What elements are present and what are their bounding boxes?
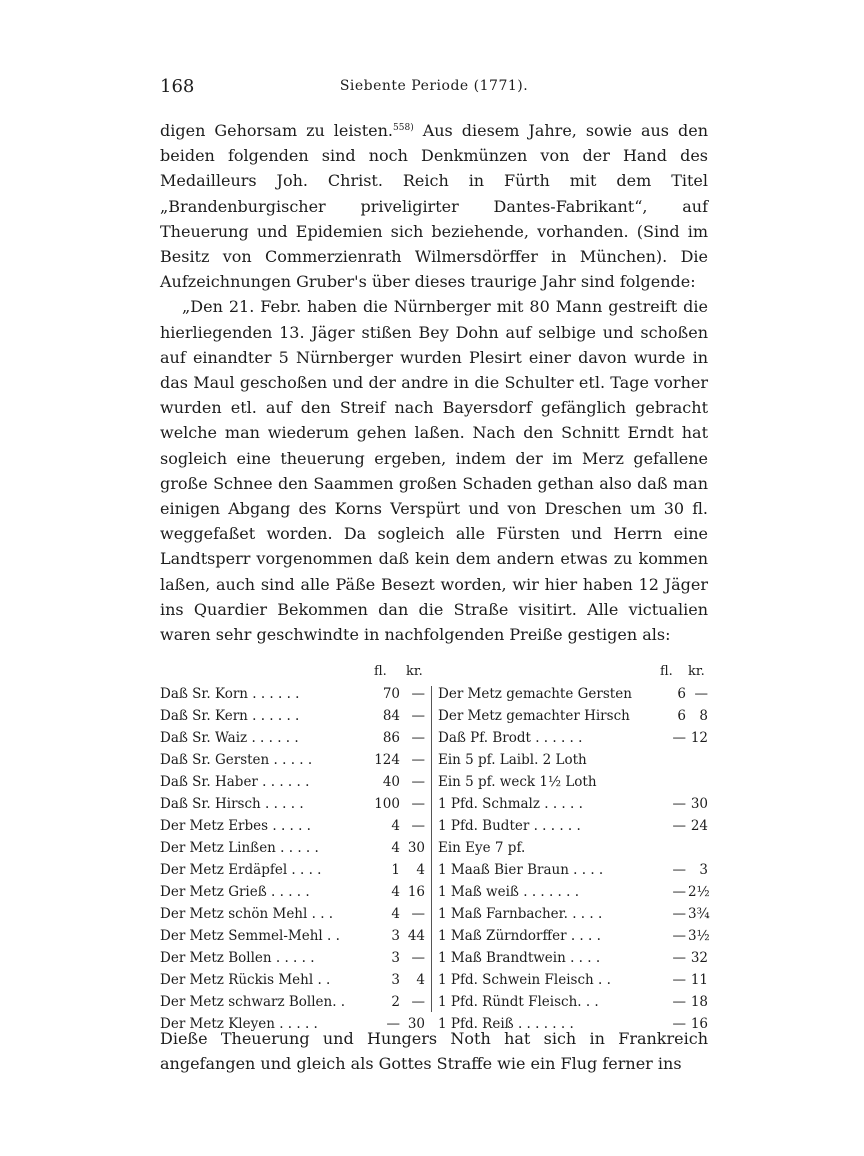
price-row xyxy=(438,860,708,882)
price-item: Der Metz Linßen . . . . . xyxy=(160,840,319,856)
price-item: 1 Pfd. Schwein Fleisch . . xyxy=(438,972,611,988)
body-text xyxy=(160,118,708,647)
unit-kr: kr. xyxy=(406,664,423,679)
price-kr: 4 xyxy=(416,862,425,878)
price-item: Der Metz gemachte Gersten xyxy=(438,686,632,702)
price-item: Der Metz Bollen . . . . . xyxy=(160,950,315,966)
price-kr: 32 xyxy=(690,950,708,966)
price-fl: 3 xyxy=(391,928,400,944)
price-row xyxy=(160,860,428,882)
price-kr: 3 xyxy=(699,862,708,878)
price-row xyxy=(438,970,708,992)
price-column-left xyxy=(160,662,428,1036)
price-item: Der Metz Rückis Mehl . . xyxy=(160,972,331,988)
price-row xyxy=(438,926,708,948)
running-title: Siebente Periode (1771). xyxy=(339,78,529,94)
price-item: Der Metz Erbes . . . . . xyxy=(160,818,311,834)
price-fl: 84 xyxy=(382,708,400,724)
price-item: Der Metz Grieß . . . . . xyxy=(160,884,310,900)
price-fl: 1 xyxy=(391,862,400,878)
price-kr: — xyxy=(411,994,425,1010)
price-item: Daß Sr. Waiz . . . . . . xyxy=(160,730,299,746)
price-kr: — xyxy=(411,818,425,834)
price-item: Der Metz gemachter Hirsch xyxy=(438,708,630,724)
price-kr: 16 xyxy=(690,1016,708,1032)
price-row xyxy=(438,992,708,1014)
footnote-ref: 558) xyxy=(393,123,414,133)
price-kr: 30 xyxy=(407,840,425,856)
price-fl: 4 xyxy=(391,906,400,922)
price-row xyxy=(160,750,428,772)
price-kr: 11 xyxy=(690,972,708,988)
price-fl: — xyxy=(672,928,686,944)
price-kr: — xyxy=(411,906,425,922)
price-item: Der Metz schwarz Bollen. . xyxy=(160,994,346,1010)
price-row xyxy=(438,772,708,794)
price-item: Daß Sr. Gersten . . . . . xyxy=(160,752,313,768)
price-fl: 4 xyxy=(391,884,400,900)
price-item: 1 Maß Brandtwein . . . . xyxy=(438,950,601,966)
price-fl: 6 xyxy=(677,686,686,702)
price-item: Daß Pf. Brodt . . . . . . xyxy=(438,730,583,746)
price-fl: 4 xyxy=(391,818,400,834)
price-fl: 6 xyxy=(677,708,686,724)
price-item: Der Metz schön Mehl . . . xyxy=(160,906,334,922)
price-item: Daß Sr. Kern . . . . . . xyxy=(160,708,300,724)
price-fl: — xyxy=(672,796,686,812)
price-item: Ein 5 pf. weck 1½ Loth xyxy=(438,774,597,790)
price-kr: — xyxy=(411,686,425,702)
price-fl: — xyxy=(672,972,686,988)
price-fl: 4 xyxy=(391,840,400,856)
price-row xyxy=(438,816,708,838)
price-kr: — xyxy=(411,730,425,746)
price-kr: — xyxy=(411,796,425,812)
price-kr: 44 xyxy=(407,928,425,944)
unit-fl: fl. xyxy=(374,664,387,679)
price-fl: 40 xyxy=(382,774,400,790)
price-row xyxy=(160,948,428,970)
price-item: Der Metz Erdäpfel . . . . xyxy=(160,862,322,878)
price-item: Daß Sr. Korn . . . . . . xyxy=(160,686,300,702)
price-fl: 3 xyxy=(391,972,400,988)
price-fl: — xyxy=(672,950,686,966)
units-header-left xyxy=(160,662,428,684)
price-fl: — xyxy=(672,818,686,834)
price-row xyxy=(160,904,428,926)
price-row xyxy=(438,882,708,904)
price-kr: 4 xyxy=(416,972,425,988)
price-row xyxy=(438,948,708,970)
price-item: 1 Maaß Bier Braun . . . . xyxy=(438,862,604,878)
closing-paragraph: Dieße Theuerung und Hungers Noth hat sich in Frankreich angefangen und gleich als Gottes Straffe wie ein Flug ferner ins xyxy=(160,1029,708,1074)
price-kr: — xyxy=(411,774,425,790)
price-kr: — xyxy=(411,708,425,724)
price-row xyxy=(160,970,428,992)
price-fl: — xyxy=(672,1016,686,1032)
price-kr: 2½ xyxy=(688,884,710,900)
price-kr: — xyxy=(411,752,425,768)
paragraph-1-text: digen Gehorsam zu leisten. xyxy=(160,121,394,140)
price-item: 1 Maß Zürndorffer . . . . xyxy=(438,928,601,944)
price-item: 1 Pfd. Schmalz . . . . . xyxy=(438,796,583,812)
price-row xyxy=(438,728,708,750)
price-row xyxy=(438,904,708,926)
price-kr: 3½ xyxy=(688,928,710,944)
price-item: 1 Pfd. Ründt Fleisch. . . xyxy=(438,994,599,1010)
paragraph-1-text-cont: Aus diesem Jahre, sowie aus den beiden folgenden sind noch Denkmünzen von der Hand des Medailleurs Joh. Christ. Reich in Fürth mit dem Titel „Brandenburgischer priveligirter Dantes-Fabrikant“, auf Theuerung und Epidemien sich beziehende, vorhanden. (Sind im Besitz von Commerzienrath Wilmersdörffer in München). Die Aufzeichnungen Gruber's über dieses traurige Jahr sind folgende: xyxy=(160,121,709,292)
price-row xyxy=(160,816,428,838)
price-row xyxy=(160,706,428,728)
price-row xyxy=(160,728,428,750)
price-kr: 8 xyxy=(699,708,708,724)
price-row xyxy=(160,684,428,706)
price-fl: — xyxy=(672,906,686,922)
price-fl: — xyxy=(672,994,686,1010)
price-kr: — xyxy=(411,950,425,966)
price-kr: 12 xyxy=(690,730,708,746)
price-row xyxy=(438,750,708,772)
price-kr: 16 xyxy=(407,884,425,900)
price-fl: 70 xyxy=(382,686,400,702)
price-kr: 30 xyxy=(407,1016,425,1032)
price-fl: 86 xyxy=(382,730,400,746)
price-kr: 30 xyxy=(690,796,708,812)
price-fl: — xyxy=(672,730,686,746)
price-item: Ein Eye 7 pf. xyxy=(438,840,526,856)
unit-fl: fl. xyxy=(660,664,673,679)
price-item: 1 Pfd. Reiß . . . . . . . xyxy=(438,1016,574,1032)
price-kr: 3¾ xyxy=(688,906,710,922)
price-row xyxy=(438,794,708,816)
price-row xyxy=(160,838,428,860)
price-fl: — xyxy=(672,862,686,878)
price-row xyxy=(438,838,708,860)
price-item: 1 Pfd. Budter . . . . . . xyxy=(438,818,581,834)
paragraph-1 xyxy=(160,118,708,294)
price-item: 1 Maß weiß . . . . . . . xyxy=(438,884,580,900)
price-fl: — xyxy=(386,1016,400,1032)
page-number: 168 xyxy=(160,76,195,97)
price-fl: 3 xyxy=(391,950,400,966)
price-item: Der Metz Semmel-Mehl . . xyxy=(160,928,340,944)
price-column-right xyxy=(438,662,708,1036)
price-row xyxy=(160,772,428,794)
price-item: Daß Sr. Haber . . . . . . xyxy=(160,774,310,790)
price-item: 1 Maß Farnbacher. . . . . xyxy=(438,906,603,922)
price-fl: 124 xyxy=(374,752,400,768)
price-kr: 18 xyxy=(690,994,708,1010)
column-divider xyxy=(431,686,432,1012)
unit-kr: kr. xyxy=(688,664,705,679)
price-item: Ein 5 pf. Laibl. 2 Loth xyxy=(438,752,587,768)
price-kr: — xyxy=(694,686,708,702)
price-fl: 100 xyxy=(374,796,400,812)
price-fl: — xyxy=(672,884,686,900)
price-row xyxy=(438,684,708,706)
price-item: Daß Sr. Hirsch . . . . . xyxy=(160,796,304,812)
price-kr: 24 xyxy=(690,818,708,834)
price-row xyxy=(438,706,708,728)
price-row xyxy=(160,926,428,948)
paragraph-2: „Den 21. Febr. haben die Nürnberger mit 80 Mann gestreift die hierliegenden 13. Jäger stißen Bey Dohn auf selbige und schoßen auf einandter 5 Nürnberger wurden Plesirt einer davon wurde in das Maul geschoßen und der andre in die Schulter etl. Tage vorher wurden etl. auf den Streif nach Bayersdorf gefänglich gebracht welche man wiederum gehen laßen. Nach den Schnitt Erndt hat sogleich eine theuerung ergeben, indem der im Merz gefallene große Schnee den Saammen großen Schaden gethan also daß man einigen Abgang des Korns Verspürt und von Dreschen um 30 fl. weggefaßet worden. Da sogleich alle Fürsten und Herrn eine Landtsperr vorgenommen daß kein dem andern etwas zu kommen laßen, auch sind alle Päße Besezt worden, wir hier haben 12 Jäger ins Quardier Bekommen dan die Straße visitirt. Alle victualien waren sehr geschwindte in nachfolgenden Preiße gestigen als: xyxy=(160,297,708,645)
units-header-right xyxy=(438,662,708,684)
price-item: Der Metz Kleyen . . . . . xyxy=(160,1016,318,1032)
page-header xyxy=(160,76,708,102)
price-fl: 2 xyxy=(391,994,400,1010)
price-row xyxy=(160,992,428,1014)
price-row xyxy=(160,882,428,904)
price-row xyxy=(160,794,428,816)
